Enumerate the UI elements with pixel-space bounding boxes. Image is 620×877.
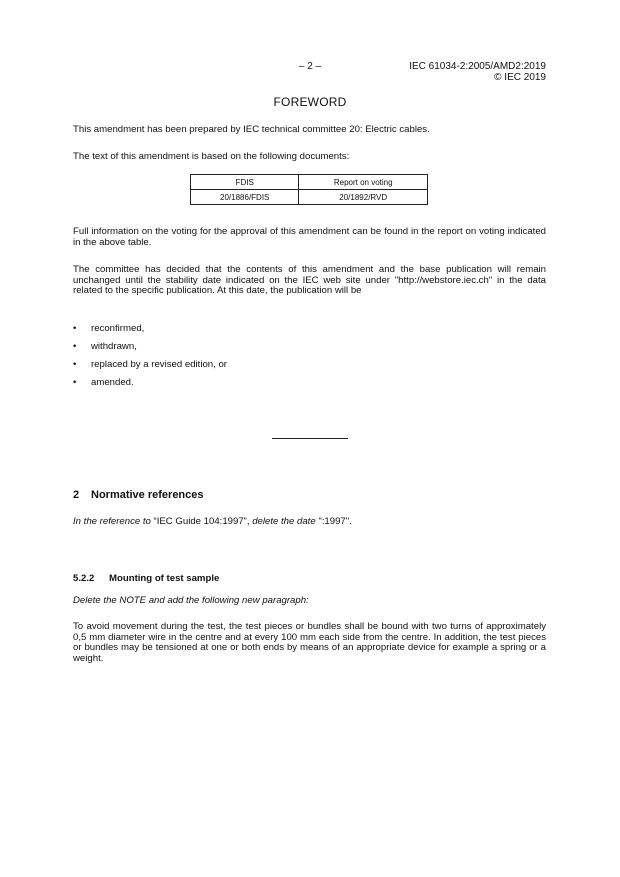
section-522-heading xyxy=(73,573,219,584)
table-header-report: Report on voting xyxy=(299,175,428,190)
page-number: – 2 – xyxy=(298,61,322,72)
list-item xyxy=(73,378,227,396)
bullet-icon: • xyxy=(73,359,77,370)
section-522-paragraph: To avoid movement during the test, the test pieces or bundles shall be bound with two turns of approximately 0,5 mm diameter wire in the centre and at every 100 mm each side from the centre. In addition, the test pieces or bundles may be tensioned at one or both ends by means of an appropriate device for example a spring or a weight. xyxy=(73,621,546,664)
plain-text: ":1997". xyxy=(315,516,352,527)
list-item-text: amended. xyxy=(91,377,134,388)
document-id-block xyxy=(409,61,546,83)
section-2-heading xyxy=(73,489,204,501)
section-number: 2 xyxy=(73,489,80,501)
bullet-icon: • xyxy=(73,341,77,352)
section-522-instruction: Delete the NOTE and add the following new paragraph: xyxy=(73,595,309,606)
foreword-voting-info: Full information on the voting for the approval of this amendment can be found in the report on voting indicated in the above table. xyxy=(73,226,546,248)
copyright: © IEC 2019 xyxy=(494,72,546,83)
list-item xyxy=(73,324,227,342)
table-cell-rvd: 20/1892/RVD xyxy=(299,190,428,205)
foreword-stability: The committee has decided that the contents of this amendment and the base publication will remain unchanged until the stability date indicated on the IEC web site under "http://webstore.iec.ch" in the data related to the specific publication. At this date, the publication will be xyxy=(73,264,546,296)
bullet-icon: • xyxy=(73,323,77,334)
plain-text: “IEC Guide 104:1997”, xyxy=(150,516,253,527)
table-header-row xyxy=(191,175,428,190)
section-number: 5.2.2 xyxy=(73,573,95,584)
table-cell-fdis: 20/1886/FDIS xyxy=(191,190,299,205)
section-2-text xyxy=(73,517,546,528)
italic-text: In the reference to xyxy=(73,516,151,527)
list-item-text: reconfirmed, xyxy=(91,323,145,334)
section-title: Mounting of test sample xyxy=(109,573,220,584)
list-item xyxy=(73,360,227,378)
list-item-text: withdrawn, xyxy=(91,341,137,352)
table-row xyxy=(191,190,428,205)
list-item-text: replaced by a revised edition, or xyxy=(91,359,227,370)
voting-documents-table xyxy=(190,174,428,205)
table-header-fdis: FDIS xyxy=(191,175,299,190)
foreword-based-on: The text of this amendment is based on the following documents: xyxy=(73,151,350,162)
section-divider xyxy=(272,438,348,439)
section-title: Normative references xyxy=(91,489,204,501)
document-id: IEC 61034-2:2005/AMD2:2019 xyxy=(409,61,546,72)
foreword-title: FOREWORD xyxy=(273,95,347,109)
list-item xyxy=(73,342,227,360)
italic-text: delete the date xyxy=(252,516,316,527)
publication-options-list xyxy=(73,324,227,396)
bullet-icon: • xyxy=(73,377,77,388)
foreword-intro: This amendment has been prepared by IEC technical committee 20: Electric cables. xyxy=(73,124,430,135)
